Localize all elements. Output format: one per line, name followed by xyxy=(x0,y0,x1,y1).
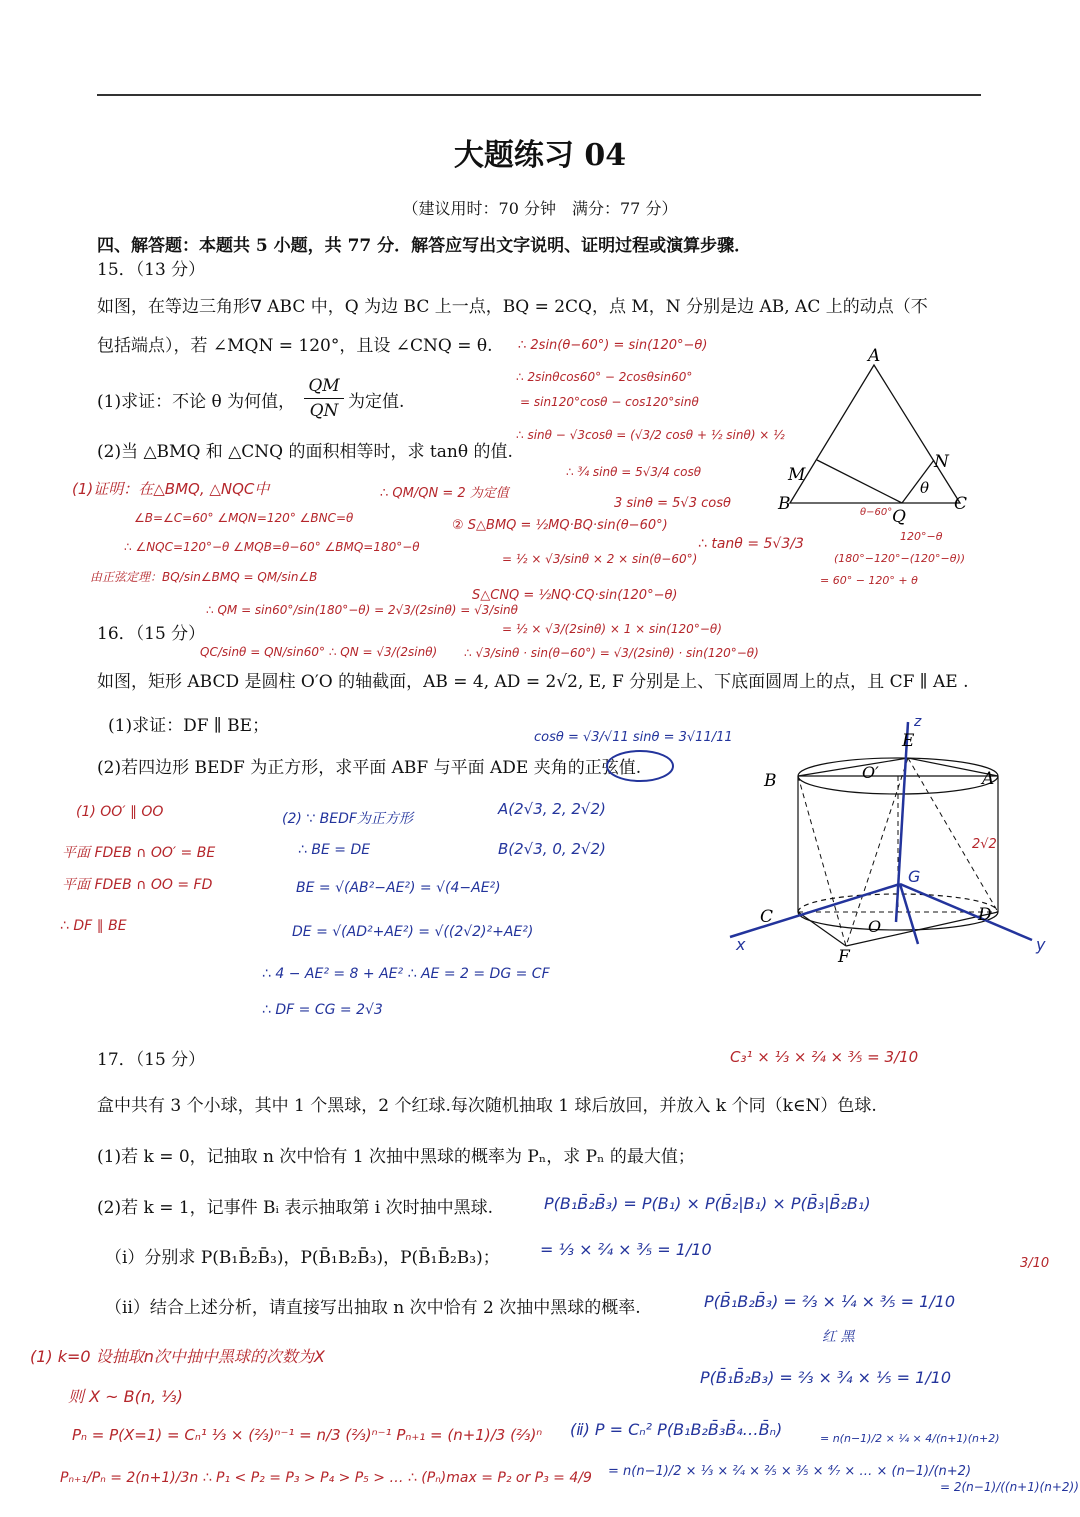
axis-y-label: y xyxy=(1036,935,1046,954)
hw-q15-red-20: 120°−θ xyxy=(900,530,943,543)
hw-q17-red-3: Pₙ = P(X=1) = Cₙ¹ ⅓ × (⅔)ⁿ⁻¹ = n/3 (⅔)ⁿ⁻¹ Pₙ₊₁ = (n+1)/3 (⅔)ⁿ xyxy=(72,1426,543,1444)
hw-q16-blue-6: A(2√3, 2, 2√2) xyxy=(498,800,606,818)
hw-q16-blue-2: BE = √(AB²−AE²) = √(4−AE²) xyxy=(296,880,501,896)
hw-q15-red-5: QC/sinθ = QN/sin60° ∴ QN = √3/(2sinθ) xyxy=(200,645,438,659)
q15-part2: (2)当 △BMQ 和 △CNQ 的面积相等时，求 tanθ 的值. xyxy=(97,442,513,462)
label-F: F xyxy=(838,947,850,967)
hw-q15-red-2: ∴ ∠NQC=120°−θ ∠MQB=θ−60° ∠BMQ=180°−θ xyxy=(124,540,420,554)
hw-q15-red-21: (180°−120°−(120°−θ)) xyxy=(834,552,966,565)
hw-q17-blue-8: = 2(n−1)/((n+1)(n+2)) xyxy=(940,1480,1079,1494)
hw-q17-red-2: 则 X ~ B(n, ⅓) xyxy=(68,1387,183,1406)
label-A: A xyxy=(982,769,995,789)
q16-number: 16．（15 分） xyxy=(97,624,206,644)
hw-q17-blue-9: 3/10 xyxy=(1020,1256,1050,1271)
label-A: A xyxy=(868,346,881,366)
label-B: B xyxy=(778,494,791,514)
q15-part1-fraction xyxy=(304,376,344,421)
hw-q16-blue-1: ∴ BE = DE xyxy=(298,842,371,858)
hw-q15-red-13: ∴ 2sinθcos60° − 2cosθsin60° xyxy=(516,370,693,384)
hw-q16-red-3: ∴ DF ∥ BE xyxy=(60,918,127,934)
axis-z-label: z xyxy=(914,714,922,730)
hw-q16-red-1: 平面 FDEB ∩ OO′ = BE xyxy=(62,845,216,861)
page-subtitle: （建议用时：70 分钟 满分：77 分） xyxy=(402,199,678,218)
q17-stem: 盒中共有 3 个小球，其中 1 个黑球，2 个红球.每次随机抽取 1 球后放回，并放入 k 个同（k∈N）色球. xyxy=(97,1096,877,1116)
page-title: 大题练习 04 xyxy=(453,138,627,173)
hw-q17-blue-7: = n(n−1)/2 × ¼ × 4/(n+1)(n+2) xyxy=(820,1432,1000,1445)
hw-q16-blue-7: B(2√3, 0, 2√2) xyxy=(498,840,606,858)
hw-q15-red-6: ∴ QM/QN = 2 为定值 xyxy=(380,486,509,501)
hw-q15-red-12: ∴ 2sin(θ−60°) = sin(120°−θ) xyxy=(518,338,708,353)
hw-q15-red-4: ∴ QM = sin60°/sin(180°−θ) = 2√3/(2sinθ) = √3/sinθ xyxy=(206,603,519,617)
section-heading: 四、解答题：本题共 5 小题，共 77 分．解答应写出文字说明、证明过程或演算步骤． xyxy=(97,236,752,256)
header-rule xyxy=(97,94,981,96)
hw-q15-red-11: ∴ √3/sinθ · sin(θ−60°) = √3/(2sinθ) · sin(120°−θ) xyxy=(464,646,759,660)
hw-q16-red-0: (1) OO′ ∥ OO xyxy=(76,804,164,820)
label-O: O xyxy=(868,917,882,936)
q15-part1-prefix: (1)求证：不论 θ 为何值， xyxy=(97,392,296,412)
label-B: B xyxy=(764,771,777,791)
hw-q16-blue-4: ∴ 4 − AE² = 8 + AE² ∴ AE = 2 = DG = CF xyxy=(262,966,550,982)
label-G: G xyxy=(908,867,921,886)
label-N: N xyxy=(934,452,949,472)
hw-q17-blue-0: P(B₁B̄₂B̄₃) = P(B₁) × P(B̄₂|B₁) × P(B̄₃|B̄₂B₁) xyxy=(544,1194,871,1213)
q17-number: 17．（15 分） xyxy=(97,1050,206,1070)
axis-x-label: x xyxy=(736,935,746,954)
hw-q15-red-17: 3 sinθ = 5√3 cosθ xyxy=(614,496,731,511)
hw-q17-blue-5: (ⅱ) P = Cₙ² P(B₁B₂B̄₃B̄₄…B̄ₙ) xyxy=(570,1420,783,1439)
hw-q15-red-7: ② S△BMQ = ½MQ·BQ·sin(θ−60°) xyxy=(452,518,668,533)
q16-stem: 如图，矩形 ABCD 是圆柱 O′O 的轴截面，AB = 4, AD = 2√2, E, F 分别是上、下底面圆周上的点，且 CF ∥ AE . xyxy=(97,672,969,692)
hw-q17-red-1: (1) k=0 设抽取n次中抽中黑球的次数为X xyxy=(30,1347,325,1366)
hw-q17-red-0: C₃¹ × ⅓ × ²⁄₄ × ³⁄₅ = 3/10 xyxy=(730,1048,919,1066)
label-C: C xyxy=(760,907,774,927)
hw-q16-blue-0: (2) ∵ BEDF为正方形 xyxy=(282,811,413,827)
hw-q15-red-22: = 60° − 120° + θ xyxy=(820,574,918,587)
hw-q16-red-2: 平面 FDEB ∩ OO = FD xyxy=(62,877,213,893)
hw-q17-blue-2: P(B̄₁B₂B̄₃) = ⅔ × ¼ × ⅗ = 1/10 xyxy=(704,1292,956,1311)
label-O-top: O′ xyxy=(862,763,879,782)
q17-part2-i: （ⅰ）分别求 P(B₁B̄₂B̄₃)，P(B̄₁B₂B̄₃)，P(B̄₁B̄₂B₃)； xyxy=(105,1248,500,1268)
label-theta: θ xyxy=(920,479,930,497)
hw-q17-blue-6: = n(n−1)/2 × ⅓ × ²⁄₄ × ⅖ × ⅗ × ⁴⁄₇ × … × (n−1)/(n+2) xyxy=(608,1464,972,1479)
hw-q16-blue-3: DE = √(AD²+AE²) = √((2√2)²+AE²) xyxy=(292,924,534,940)
hw-q15-red-23: θ−60° xyxy=(860,507,893,518)
hw-q17-red-4: Pₙ₊₁/Pₙ = 2(n+1)/3n ∴ P₁ < P₂ = P₃ > P₄ > P₅ > … ∴ (Pₙ)max = P₂ or P₃ = 4/9 xyxy=(60,1470,592,1486)
label-M: M xyxy=(788,465,806,485)
hw-q15-red-8: = ½ × √3/sinθ × 2 × sin(θ−60°) xyxy=(502,552,698,566)
label-E: E xyxy=(902,731,915,751)
hw-q15-red-15: ∴ sinθ − √3cosθ = (√3/2 cosθ + ½ sinθ) × ½ xyxy=(516,428,785,442)
label-C: C xyxy=(954,494,968,514)
hw-q15-red-0: (1)证明：在△BMQ, △NQC中 xyxy=(72,480,270,498)
hw-q15-red-16: ∴ ¾ sinθ = 5√3/4 cosθ xyxy=(566,465,702,479)
hw-q15-red-10: = ½ × √3/(2sinθ) × 1 × sin(120°−θ) xyxy=(502,622,722,636)
q16-cylinder-figure xyxy=(720,712,1060,972)
q15-stem-line2: 包括端点），若 ∠MQN = 120°，且设 ∠CNQ = θ. xyxy=(97,336,493,356)
hw-q17-blue-4: P(B̄₁B̄₂B₃) = ⅔ × ¾ × ⅕ = 1/10 xyxy=(700,1368,952,1387)
q17-part2-ii: （ⅱ）结合上述分析，请直接写出抽取 n 次中恰有 2 次抽中黑球的概率. xyxy=(105,1298,641,1318)
hw-q15-red-19: cosθ = √3/√11 sinθ = 3√11/11 xyxy=(534,730,733,745)
q15-part1-suffix: 为定值. xyxy=(348,392,405,412)
hw-q15-red-1: ∠B=∠C=60° ∠MQN=120° ∠BNC=θ xyxy=(134,511,354,525)
fraction-bar xyxy=(304,398,344,399)
fraction-denominator: QN xyxy=(309,401,339,421)
hw-q15-red-14: = sin120°cosθ − cos120°sinθ xyxy=(520,395,699,409)
hw-q15-red-3: 由正弦定理：BQ/sin∠BMQ = QM/sin∠B xyxy=(90,570,318,584)
q15-number: 15．（13 分） xyxy=(97,260,206,280)
hw-q17-blue-1: = ⅓ × ²⁄₄ × ³⁄₅ = 1/10 xyxy=(540,1240,712,1259)
q17-part2: (2)若 k = 1，记事件 Bᵢ 表示抽取第 i 次时抽中黑球. xyxy=(97,1198,494,1218)
label-Q: Q xyxy=(892,507,906,527)
hw-q15-red-9: S△CNQ = ½NQ·CQ·sin(120°−θ) xyxy=(472,588,678,603)
q16-circle-annotation xyxy=(604,748,676,784)
label-D: D xyxy=(978,905,992,925)
q16-part2: (2)若四边形 BEDF 为正方形，求平面 ABF 与平面 ADE 夹角的正弦值. xyxy=(97,758,642,778)
hw-q16-blue-5: ∴ DF = CG = 2√3 xyxy=(262,1002,383,1018)
fraction-numerator: QM xyxy=(308,376,340,396)
q17-part1: (1)若 k = 0，记抽取 n 次中恰有 1 次抽中黑球的概率为 Pₙ，求 Pₙ 的最大值； xyxy=(97,1147,695,1167)
length-label: 2√2 xyxy=(972,837,997,852)
hw-q17-blue-3: 红 黑 xyxy=(822,1329,855,1345)
q16-part1: (1)求证：DF ∥ BE； xyxy=(108,716,270,736)
hw-q15-red-18: ∴ tanθ = 5√3/3 xyxy=(698,536,804,552)
q15-stem-line1: 如图，在等边三角形∇ ABC 中，Q 为边 BC 上一点，BQ = 2CQ，点 M，N 分别是边 AB, AC 上的动点（不 xyxy=(97,297,928,317)
